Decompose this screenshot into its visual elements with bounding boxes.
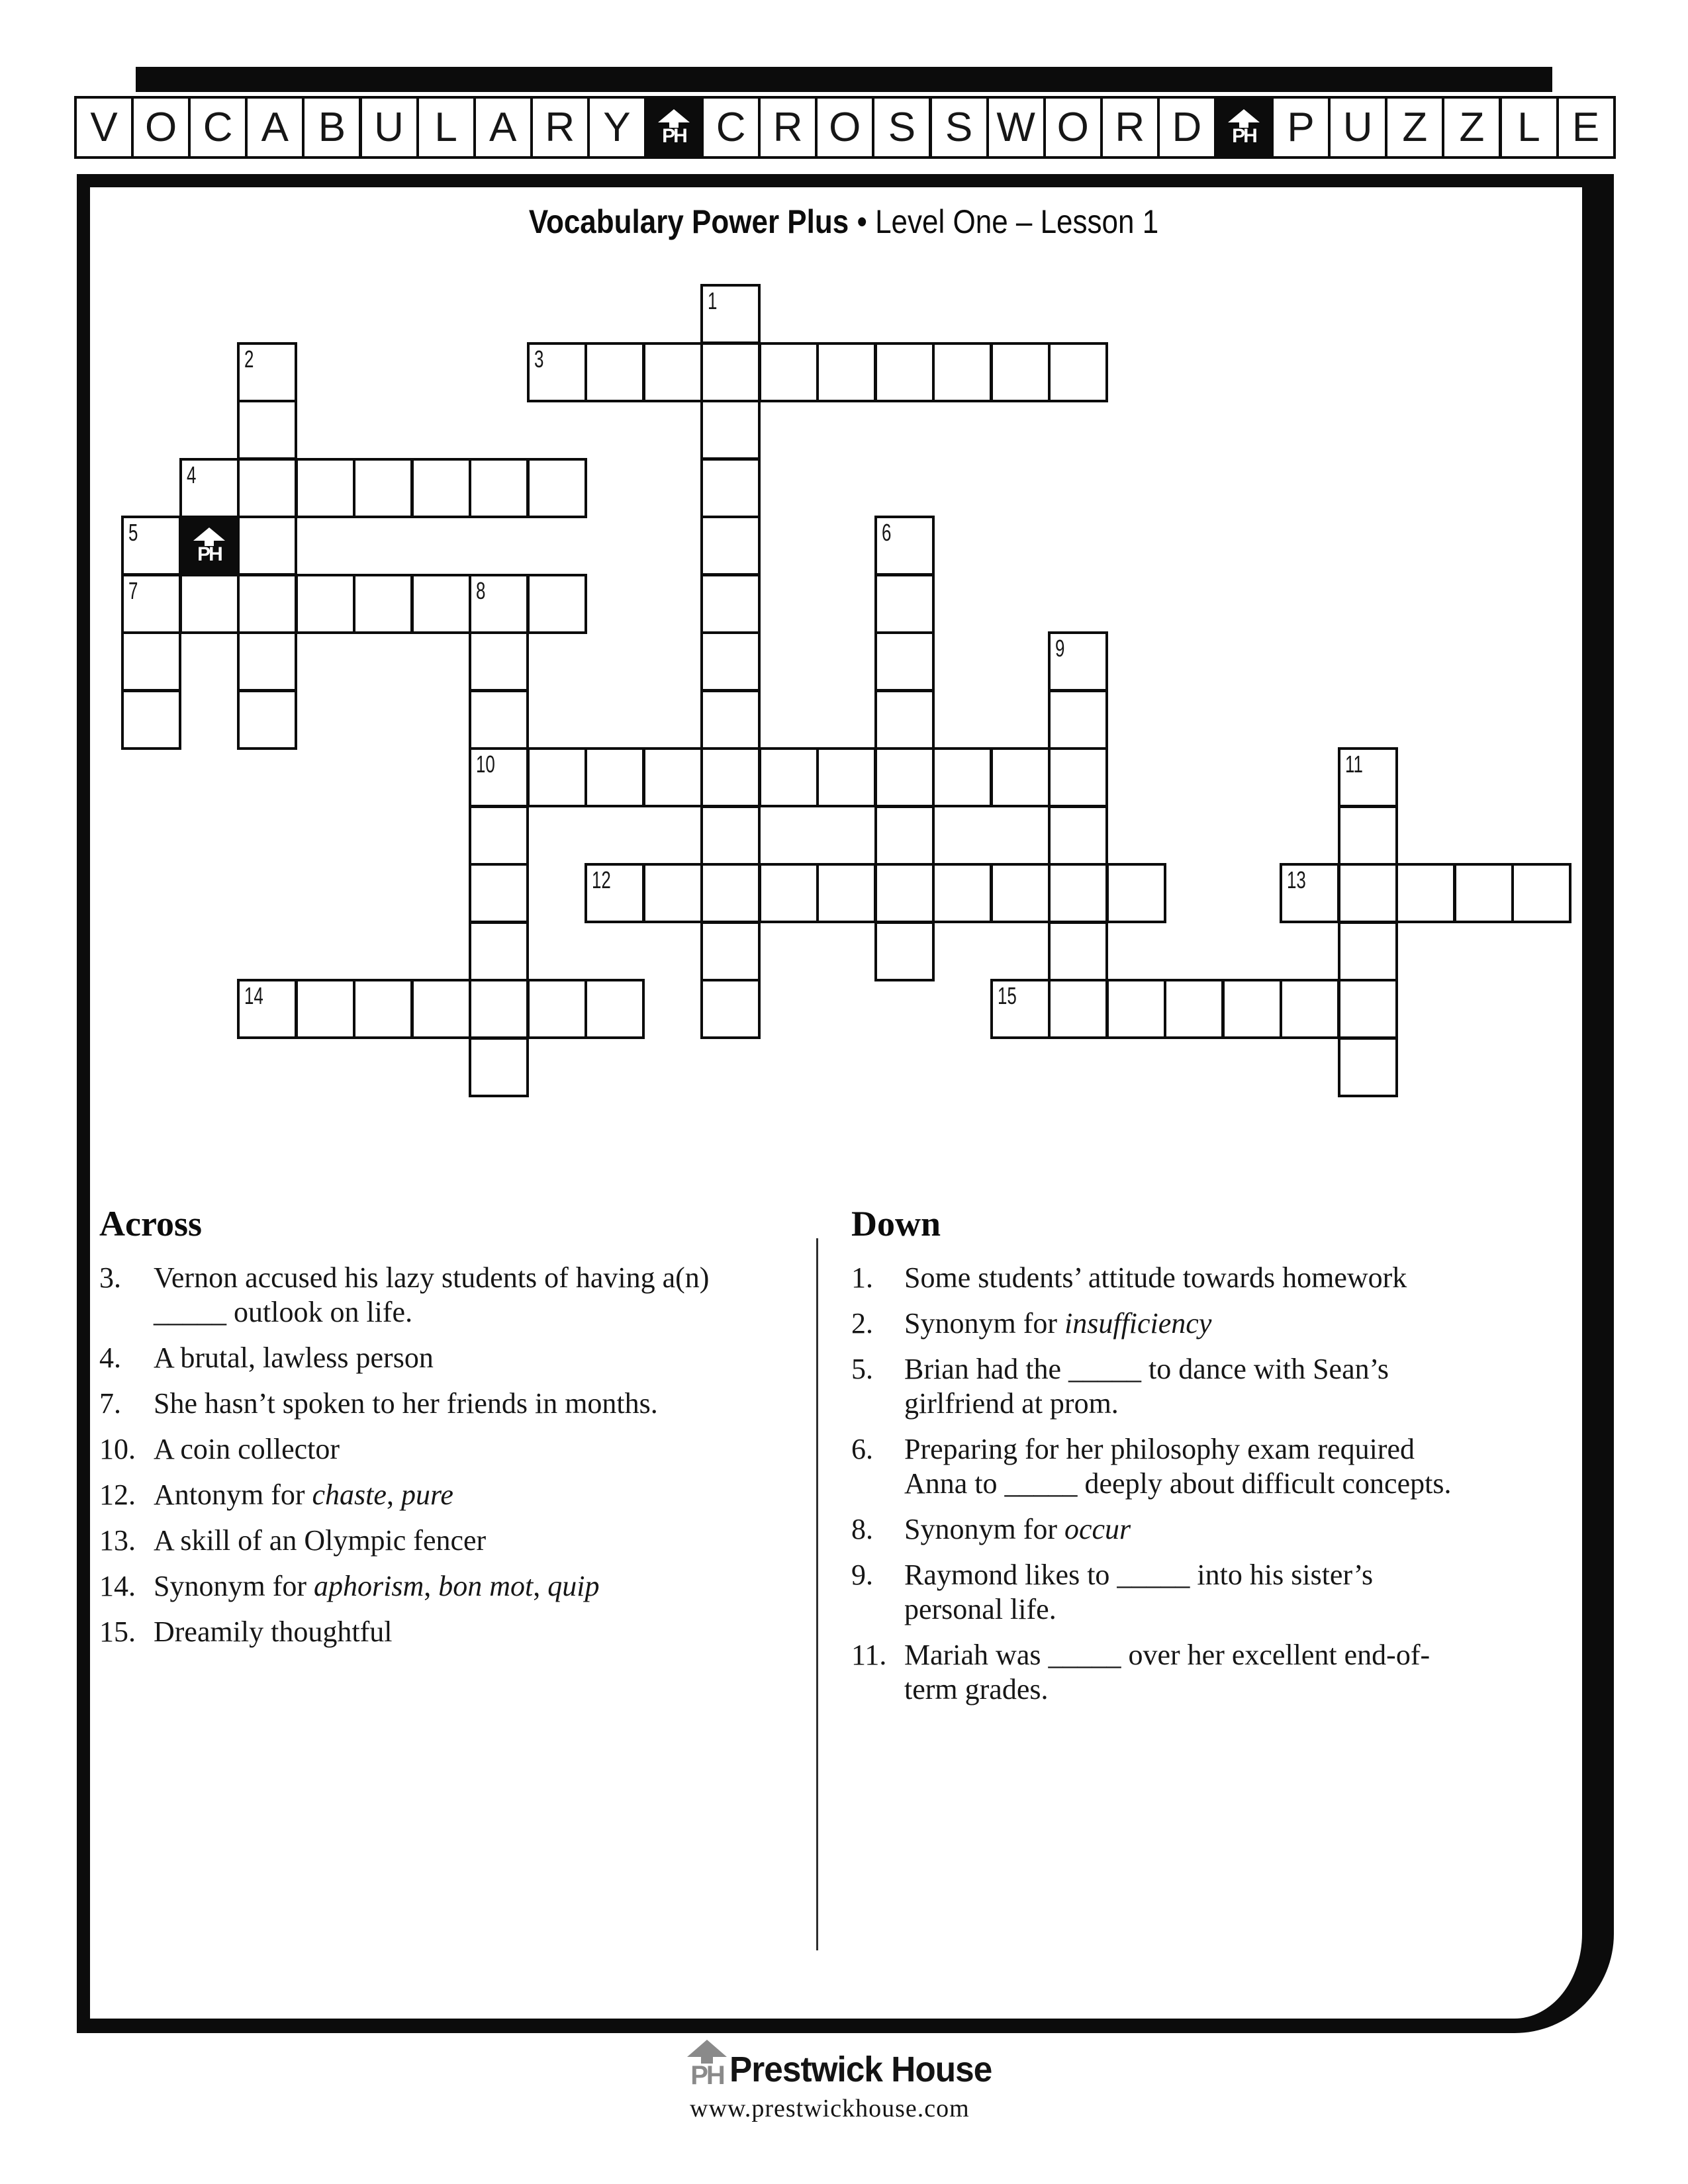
grid-number: 15 — [997, 982, 1017, 1009]
banner-letter-cell: R — [758, 96, 818, 159]
clue-number: 8. — [851, 1513, 873, 1546]
grid-number: 8 — [476, 576, 486, 604]
grid-cell[interactable] — [700, 400, 761, 460]
grid-number: 14 — [244, 982, 263, 1009]
banner-letter-cell: L — [416, 96, 476, 159]
grid-cell[interactable] — [1048, 863, 1108, 923]
grid-cell[interactable] — [121, 631, 181, 692]
grid-cell[interactable] — [353, 574, 413, 634]
down-heading: Down — [851, 1204, 941, 1244]
banner-letter-cell: P — [1271, 96, 1331, 159]
grid-cell[interactable] — [874, 342, 935, 402]
house-roof-icon — [193, 527, 225, 541]
grid-number: 7 — [128, 576, 138, 604]
clue-number: 14. — [99, 1570, 136, 1603]
banner-letter-cell: U — [1328, 96, 1387, 159]
grid-cell[interactable] — [700, 458, 761, 518]
grid-cell[interactable] — [1280, 863, 1340, 923]
clue-text-line — [904, 1672, 1593, 1707]
clue-item — [99, 1524, 804, 1558]
grid-cell[interactable] — [237, 516, 297, 576]
banner-letter-cell: A — [245, 96, 305, 159]
grid-cell[interactable] — [1048, 690, 1108, 750]
grid-cell[interactable] — [411, 458, 471, 518]
grid-number: 12 — [592, 866, 611, 893]
grid-cell[interactable] — [295, 458, 355, 518]
grid-cell[interactable] — [179, 574, 240, 634]
down-clues — [851, 1205, 1593, 1718]
grid-cell[interactable] — [932, 342, 992, 402]
clue-text-line — [904, 1387, 1593, 1421]
banner-letter-cell: D — [1157, 96, 1217, 159]
grid-cell[interactable] — [121, 690, 181, 750]
banner-letter-cell: O — [1043, 96, 1103, 159]
grid-cell[interactable] — [295, 979, 355, 1039]
banner-letter-cell: S — [929, 96, 989, 159]
grid-number: 1 — [708, 287, 718, 314]
clue-item — [99, 1387, 804, 1421]
clue-number: 15. — [99, 1615, 136, 1649]
grid-cell[interactable] — [1338, 979, 1398, 1039]
clue-text: She hasn’t spoken to her friends in months. — [154, 1387, 658, 1420]
clue-item — [851, 1306, 1593, 1341]
clue-text: Vernon accused his lazy students of having a(n) — [154, 1261, 710, 1295]
title-level-lesson: Level One – Lesson 1 — [875, 203, 1159, 240]
ph-house-icon — [193, 527, 225, 565]
grid-cell[interactable] — [237, 342, 297, 402]
grid-cell[interactable] — [700, 631, 761, 692]
clue-text: Synonym for — [904, 1513, 1064, 1546]
clue-text-italic: chaste — [312, 1479, 387, 1512]
grid-cell[interactable] — [816, 342, 876, 402]
grid-cell[interactable] — [990, 747, 1051, 807]
clue-item — [99, 1432, 804, 1467]
clue-text-line — [904, 1261, 1593, 1295]
clue-number: 13. — [99, 1524, 136, 1557]
banner-letter-cell: O — [815, 96, 874, 159]
ph-house-icon — [658, 109, 690, 146]
clue-text: Antonym for — [154, 1479, 312, 1512]
banner-letter-cell: R — [530, 96, 590, 159]
grid-cell[interactable] — [759, 863, 819, 923]
clue-item — [99, 1341, 804, 1375]
grid-cell[interactable] — [121, 516, 181, 576]
grid-cell[interactable] — [700, 747, 761, 807]
clue-text: Brian had the _____ to dance with Sean’s — [904, 1353, 1389, 1386]
banner-letter-cell: C — [188, 96, 248, 159]
grid-cell[interactable] — [700, 805, 761, 866]
clue-item — [851, 1638, 1593, 1707]
across-clue-list — [99, 1261, 804, 1649]
grid-cell[interactable] — [179, 458, 240, 518]
clue-number: 6. — [851, 1433, 873, 1466]
grid-cell[interactable] — [1106, 979, 1166, 1039]
grid-number: 5 — [128, 519, 138, 546]
clue-text-italic: occur — [1064, 1513, 1131, 1546]
grid-cell[interactable] — [411, 574, 471, 634]
grid-cell[interactable] — [932, 747, 992, 807]
banner-letter-cell: S — [872, 96, 931, 159]
grid-cell[interactable] — [1048, 805, 1108, 866]
grid-cell[interactable] — [643, 342, 703, 402]
grid-cell[interactable] — [1048, 342, 1108, 402]
clue-text: A brutal, lawless person — [154, 1342, 434, 1375]
grid-cell[interactable] — [1106, 863, 1166, 923]
grid-number: 6 — [881, 519, 891, 546]
title-series: Vocabulary Power Plus — [529, 203, 849, 240]
house-roof-icon — [1228, 109, 1260, 122]
grid-cell[interactable] — [874, 690, 935, 750]
grid-cell[interactable] — [700, 921, 761, 981]
clue-item — [851, 1512, 1593, 1547]
grid-cell[interactable] — [237, 979, 297, 1039]
grid-cell[interactable] — [469, 1037, 529, 1097]
clue-item — [851, 1352, 1593, 1421]
clue-text-line — [904, 1352, 1593, 1387]
clue-text: Synonym for — [904, 1307, 1064, 1340]
clue-text-line — [154, 1295, 804, 1330]
grid-cell[interactable] — [585, 342, 645, 402]
grid-cell[interactable] — [237, 690, 297, 750]
grid-cell[interactable] — [353, 979, 413, 1039]
grid-cell[interactable] — [874, 516, 935, 576]
banner-letter-cell: U — [359, 96, 419, 159]
column-divider — [816, 1238, 818, 1950]
brand-name: Prestwick House — [729, 2050, 992, 2089]
grid-cell[interactable] — [874, 747, 935, 807]
banner-letter-cell: B — [302, 96, 361, 159]
down-clue-list — [851, 1261, 1593, 1707]
grid-cell[interactable] — [1511, 863, 1571, 923]
across-heading: Across — [99, 1204, 202, 1244]
grid-cell[interactable] — [1454, 863, 1514, 923]
clue-text: Anna to _____ deeply about difficult concepts. — [904, 1467, 1452, 1500]
clue-number: 5. — [851, 1353, 873, 1386]
clue-text: Some students’ attitude towards homework — [904, 1261, 1407, 1295]
grid-cell[interactable] — [527, 747, 587, 807]
grid-cell[interactable] — [237, 400, 297, 460]
grid-cell[interactable] — [700, 979, 761, 1039]
clue-text: A skill of an Olympic fencer — [154, 1524, 487, 1557]
grid-cell[interactable] — [874, 631, 935, 692]
banner-letter-cell: O — [131, 96, 191, 159]
clue-number: 4. — [99, 1342, 121, 1375]
grid-cell[interactable] — [411, 979, 471, 1039]
grid-cell[interactable] — [700, 516, 761, 576]
clue-item — [851, 1558, 1593, 1627]
grid-cell[interactable] — [469, 574, 529, 634]
worksheet-frame — [77, 174, 1614, 2033]
banner-letter-cell: A — [473, 96, 533, 159]
banner-letter-cell: C — [701, 96, 761, 159]
grid-cell[interactable] — [700, 574, 761, 634]
grid-cell[interactable] — [700, 342, 761, 402]
clue-text-line — [154, 1387, 804, 1421]
grid-cell[interactable] — [353, 458, 413, 518]
grid-cell[interactable] — [700, 284, 761, 344]
grid-cell[interactable] — [932, 863, 992, 923]
grid-cell[interactable] — [874, 805, 935, 866]
grid-cell[interactable] — [816, 863, 876, 923]
clue-text-line — [154, 1261, 804, 1295]
grid-cell[interactable] — [643, 747, 703, 807]
clue-text: _____ outlook on life. — [154, 1296, 413, 1329]
clue-text: girlfriend at prom. — [904, 1387, 1119, 1420]
clue-text: term grades. — [904, 1673, 1049, 1706]
clue-text: , — [424, 1570, 439, 1603]
grid-cell[interactable] — [990, 979, 1051, 1039]
clue-number: 1. — [851, 1261, 873, 1295]
clue-text: Raymond likes to _____ into his sister’s — [904, 1559, 1374, 1592]
website-url: www.prestwickhouse.com — [690, 2095, 970, 2122]
grid-cell[interactable] — [1048, 979, 1108, 1039]
grid-cell[interactable] — [237, 574, 297, 634]
banner-letter-cell: Y — [587, 96, 647, 159]
clue-text-line — [154, 1478, 804, 1512]
ph-monogram: PH — [662, 124, 686, 147]
banner-ph-cell — [1214, 96, 1274, 159]
house-roof-icon — [687, 2040, 727, 2057]
clue-text: personal life. — [904, 1593, 1056, 1626]
grid-cell[interactable] — [643, 863, 703, 923]
grid-cell[interactable] — [1395, 863, 1456, 923]
grid-ph-black-cell — [179, 516, 240, 576]
house-roof-icon — [658, 109, 690, 122]
banner-letter-cell: E — [1556, 96, 1616, 159]
grid-cell[interactable] — [295, 574, 355, 634]
clue-item — [99, 1478, 804, 1512]
grid-cell[interactable] — [990, 342, 1051, 402]
grid-cell[interactable] — [469, 863, 529, 923]
grid-cell[interactable] — [469, 690, 529, 750]
clue-text-italic: insufficiency — [1064, 1307, 1212, 1340]
ph-monogram: PH — [690, 2061, 724, 2090]
grid-cell[interactable] — [874, 574, 935, 634]
title-separator: • — [849, 203, 876, 240]
grid-cell[interactable] — [469, 747, 529, 807]
grid-cell[interactable] — [469, 979, 529, 1039]
grid-cell[interactable] — [1048, 747, 1108, 807]
prestwick-house-logo-icon — [687, 2040, 727, 2089]
banner-letter-cell: Z — [1442, 96, 1501, 159]
clue-text-line — [154, 1569, 804, 1604]
clue-text: Mariah was _____ over her excellent end-of- — [904, 1639, 1430, 1672]
clue-text: , — [386, 1479, 401, 1512]
clue-text: Preparing for her philosophy exam required — [904, 1433, 1415, 1466]
grid-number: 11 — [1344, 751, 1363, 778]
clue-number: 10. — [99, 1433, 136, 1466]
clue-text-italic: aphorism — [314, 1570, 424, 1603]
clue-number: 12. — [99, 1479, 136, 1512]
clue-text-italic: pure — [400, 1479, 453, 1512]
grid-number: 2 — [244, 345, 254, 373]
grid-cell[interactable] — [527, 458, 587, 518]
grid-cell[interactable] — [237, 458, 297, 518]
banner-letter-cell: Z — [1385, 96, 1444, 159]
clue-text-line — [904, 1306, 1593, 1341]
grid-cell[interactable] — [874, 863, 935, 923]
footer-logo — [687, 2040, 1006, 2089]
top-rule-bar — [136, 67, 1552, 92]
clue-text-line — [904, 1512, 1593, 1547]
banner-letter-cell: W — [986, 96, 1046, 159]
grid-number: 13 — [1287, 866, 1306, 893]
grid-cell[interactable] — [1222, 979, 1282, 1039]
grid-cell[interactable] — [469, 805, 529, 866]
clue-text-italic: bon mot — [438, 1570, 534, 1603]
clue-number: 2. — [851, 1307, 873, 1340]
banner-ph-cell — [644, 96, 704, 159]
banner-letter-cell: L — [1499, 96, 1559, 159]
clue-text: Synonym for — [154, 1570, 314, 1603]
clue-text: , — [533, 1570, 548, 1603]
grid-cell[interactable] — [1338, 747, 1398, 807]
clue-number: 3. — [99, 1261, 121, 1295]
grid-cell[interactable] — [527, 979, 587, 1039]
grid-cell[interactable] — [469, 631, 529, 692]
page-title — [0, 203, 1688, 241]
ph-monogram: PH — [1232, 124, 1256, 147]
ph-house-icon — [687, 2040, 727, 2089]
ph-house-icon — [1228, 109, 1260, 146]
banner-letter-cell: V — [74, 96, 134, 159]
across-clues — [99, 1205, 804, 1661]
grid-cell[interactable] — [527, 342, 587, 402]
clue-item — [99, 1615, 804, 1649]
grid-cell[interactable] — [816, 747, 876, 807]
grid-cell[interactable] — [585, 863, 645, 923]
clue-item — [851, 1261, 1593, 1295]
clue-text-line — [904, 1467, 1593, 1501]
clue-text-line — [904, 1638, 1593, 1672]
ph-monogram: PH — [197, 543, 221, 565]
grid-cell[interactable] — [759, 747, 819, 807]
grid-cell[interactable] — [1338, 805, 1398, 866]
clue-text-line — [154, 1524, 804, 1558]
grid-cell[interactable] — [700, 863, 761, 923]
grid-cell[interactable] — [1280, 979, 1340, 1039]
grid-cell[interactable] — [1338, 863, 1398, 923]
clue-item — [851, 1432, 1593, 1501]
grid-number: 10 — [476, 751, 495, 778]
grid-number: 3 — [534, 345, 543, 373]
clue-text-line — [904, 1432, 1593, 1467]
clue-number: 9. — [851, 1559, 873, 1592]
grid-cell[interactable] — [700, 690, 761, 750]
banner-letter-cell: R — [1100, 96, 1160, 159]
grid-cell[interactable] — [759, 342, 819, 402]
grid-cell[interactable] — [1048, 921, 1108, 981]
clue-text-line — [154, 1615, 804, 1649]
clue-text: A coin collector — [154, 1433, 340, 1466]
grid-cell[interactable] — [585, 747, 645, 807]
clue-text-line — [904, 1558, 1593, 1592]
clue-text-line — [154, 1432, 804, 1467]
clue-number: 7. — [99, 1387, 121, 1420]
grid-number: 9 — [1055, 635, 1065, 662]
grid-cell[interactable] — [121, 574, 181, 634]
clue-number: 11. — [851, 1639, 887, 1672]
clue-text-line — [154, 1341, 804, 1375]
clue-text-italic: quip — [547, 1570, 600, 1603]
grid-cell[interactable] — [874, 921, 935, 981]
clue-item — [99, 1569, 804, 1604]
clue-text-line — [904, 1592, 1593, 1627]
grid-cell[interactable] — [1048, 631, 1108, 692]
grid-cell[interactable] — [1164, 979, 1224, 1039]
grid-cell[interactable] — [990, 863, 1051, 923]
grid-cell[interactable] — [1338, 1037, 1398, 1097]
grid-cell[interactable] — [585, 979, 645, 1039]
clue-item — [99, 1261, 804, 1330]
grid-cell[interactable] — [1338, 921, 1398, 981]
grid-cell[interactable] — [469, 458, 529, 518]
grid-cell[interactable] — [469, 921, 529, 981]
clue-text: Dreamily thoughtful — [154, 1615, 393, 1649]
grid-cell[interactable] — [527, 574, 587, 634]
grid-number: 4 — [186, 461, 196, 488]
grid-cell[interactable] — [237, 631, 297, 692]
